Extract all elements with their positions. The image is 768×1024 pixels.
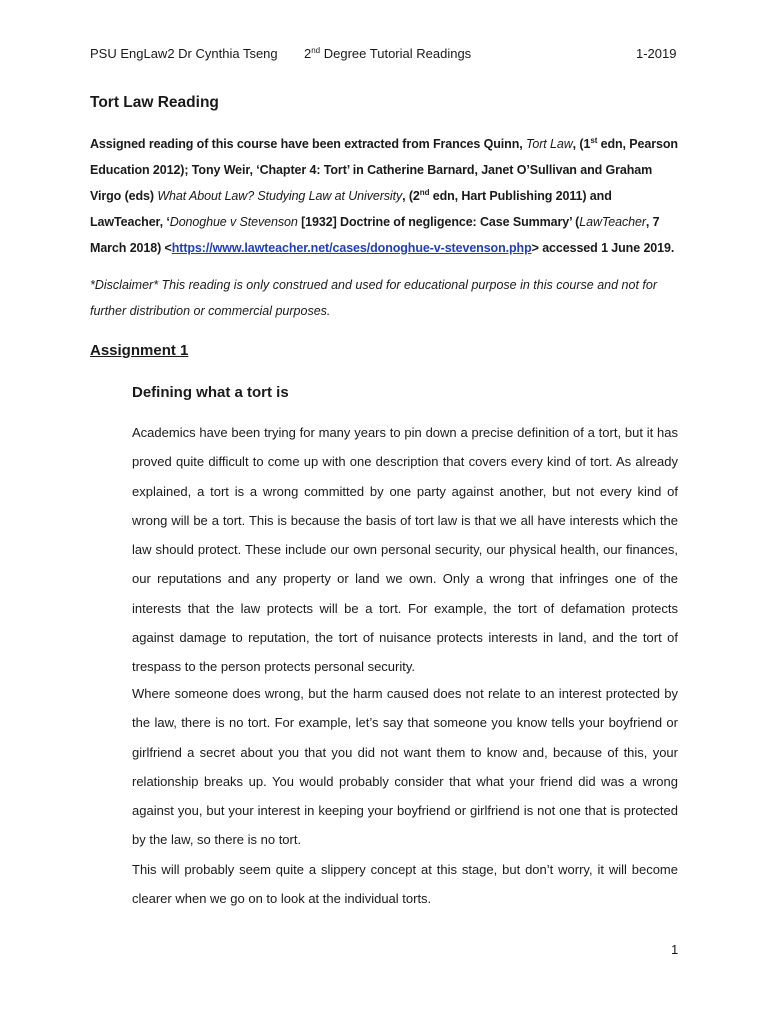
page-number: 1 [671,942,679,957]
intro-text: , (2 [402,189,420,203]
header-readings [304,46,471,61]
page-title: Tort Law Reading [90,94,219,111]
intro-text: > accessed 1 June 2019. [531,241,675,255]
header-course: PSU EngLaw2 Dr Cynthia Tseng [90,46,278,61]
intro-book-title: What About Law? Studying Law at University [157,189,403,203]
intro-text: edn, Hart Publishing 2011) and LawTeacher, ‘ [90,189,612,229]
assignment-heading: Assignment 1 [90,342,189,359]
header-degree-suffix: nd [311,46,321,55]
disclaimer: *Disclaimer* This reading is only construed and used for educational purpose in this course and not for further distribution or commercial purposes. [90,278,657,318]
intro-text: [1932] Doctrine of negligence: Case Summary’ ( [297,215,580,229]
section-heading: Defining what a tort is [132,384,289,401]
header-degree-number: 2 [304,46,312,61]
header-date: 1-2019 [636,46,677,61]
header-readings-label: Degree Tutorial Readings [320,46,472,61]
intro-text: Assigned reading of this course have been extracted from Frances Quinn, [90,137,526,151]
intro-text: , (1 [572,137,591,151]
source-link[interactable]: https://www.lawteacher.net/cases/donoghue-v-stevenson.php [171,241,532,255]
body-paragraph: Academics have been trying for many years to pin down a precise definition of a tort, but it has proved quite difficult to come up with one description that covers every kind of tort. As already explained, a tort is a wrong committed by one party against another, but not every kind of wrong will be a tort. This is because the basis of tort law is that we all have interests which the law should protect. These include our own personal security, our physical health, our finances, our reputations and any property or land we own. Only a wrong that infringes one of the interests that the law protects will be a tort. For example, the tort of defamation protects against damage to reputation, the tort of nuisance protects interests in land, and the tort of trespass to the person protects personal security. [132,425,678,675]
intro-book-title: Tort Law [525,137,573,151]
intro-text: , 7 March 2018) < [90,215,660,255]
intro-text: edn, Pearson Education 2012); Tony Weir, ‘Chapter 4: Tort’ in Catherine Barnard, Janet O’Sullivan and Graham Virgo (eds) [90,137,678,203]
intro-paragraph [90,131,680,261]
intro-superscript: nd [419,188,430,197]
intro-source-name: LawTeacher [579,215,646,229]
intro-superscript: st [590,136,598,145]
intro-case-name: Donoghue v Stevenson [169,215,298,229]
body-paragraph: Where someone does wrong, but the harm caused does not relate to an interest protected by the law, there is no tort. For example, let’s say that someone you know tells your boyfriend or girlfriend a secret about you that you did not want them to know and, because of this, your relationship breaks up. You would probably consider that what your friend did was a wrong against you, but your interest in keeping your boyfriend or girlfriend is not one that is protected by the law, so there is no tort. [132,686,678,848]
body-paragraph: This will probably seem quite a slippery concept at this stage, but don’t worry, it will become clearer when we go on to look at the individual torts. [132,862,678,907]
